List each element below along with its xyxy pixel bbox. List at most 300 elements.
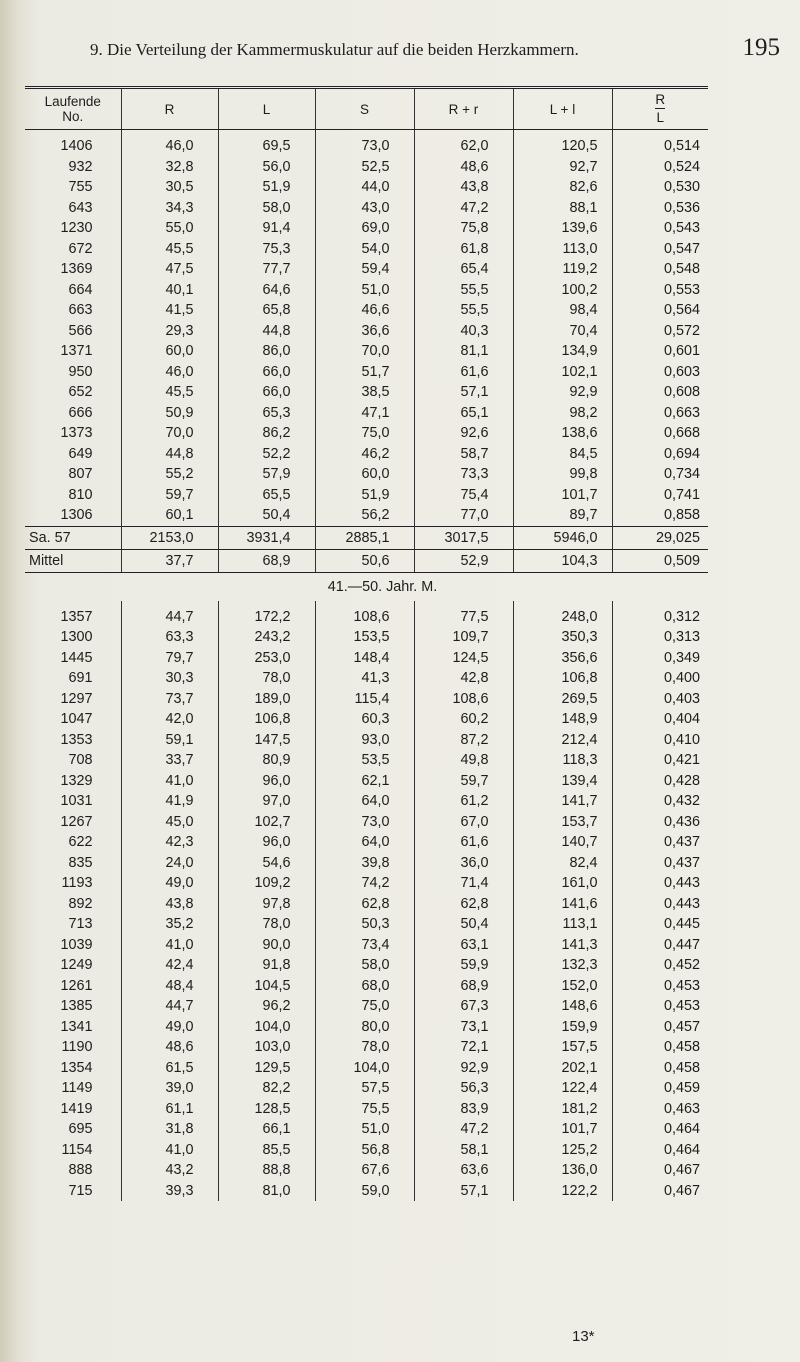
mean-Rr: 52,9 — [414, 549, 513, 572]
cell-S: 56,2 — [315, 505, 414, 526]
section-heading-row — [25, 572, 708, 601]
cell-S: 62,1 — [315, 771, 414, 792]
header-L: L — [218, 88, 315, 130]
cell-R: 39,0 — [121, 1078, 218, 1099]
cell-S: 78,0 — [315, 1037, 414, 1058]
table-row — [25, 894, 708, 915]
cell-ratio: 0,404 — [612, 709, 708, 730]
cell-no: 1031 — [60, 793, 93, 809]
cell-ratio: 0,428 — [612, 771, 708, 792]
table-row — [25, 444, 708, 465]
cell-Ll: 181,2 — [513, 1099, 612, 1120]
cell-ratio: 0,608 — [612, 382, 708, 403]
cell-no: 1329 — [60, 772, 93, 789]
cell-L: 54,6 — [218, 853, 315, 874]
cell-no: 835 — [68, 854, 93, 871]
cell-S: 64,0 — [315, 832, 414, 853]
cell-S: 53,5 — [315, 750, 414, 771]
mean-row — [25, 549, 708, 572]
table-row — [25, 1037, 708, 1058]
cell-S: 69,0 — [315, 218, 414, 239]
header-L-plus-l: L + l — [513, 88, 612, 130]
table-row — [25, 1099, 708, 1120]
table-row — [25, 1017, 708, 1038]
cell-R: 63,3 — [121, 627, 218, 648]
cell-S: 75,0 — [315, 996, 414, 1017]
table-row — [25, 1119, 708, 1140]
cell-R: 43,2 — [121, 1160, 218, 1181]
cell-L: 86,0 — [218, 341, 315, 362]
table-row — [25, 791, 708, 812]
cell-S: 73,0 — [315, 130, 414, 157]
cell-S: 70,0 — [315, 341, 414, 362]
cell-S: 44,0 — [315, 177, 414, 198]
cell-R: 55,2 — [121, 464, 218, 485]
cell-R: 59,7 — [121, 485, 218, 506]
cell-L: 91,4 — [218, 218, 315, 239]
cell-L: 128,5 — [218, 1099, 315, 1120]
cell-R: 41,9 — [121, 791, 218, 812]
ratio-fraction — [655, 93, 665, 124]
cell-L: 85,5 — [218, 1140, 315, 1161]
cell-ratio: 0,694 — [612, 444, 708, 465]
cell-L: 129,5 — [218, 1058, 315, 1079]
cell-ratio: 0,349 — [612, 648, 708, 669]
summary-body — [25, 526, 708, 601]
cell-Rr: 60,2 — [414, 709, 513, 730]
cell-S: 46,2 — [315, 444, 414, 465]
cell-S: 59,0 — [315, 1181, 414, 1202]
cell-Rr: 62,0 — [414, 130, 513, 157]
cell-Ll: 134,9 — [513, 341, 612, 362]
cell-S: 148,4 — [315, 648, 414, 669]
table-row — [25, 485, 708, 506]
cell-R: 29,3 — [121, 321, 218, 342]
cell-R: 45,5 — [121, 382, 218, 403]
cell-Ll: 119,2 — [513, 259, 612, 280]
cell-ratio: 0,400 — [612, 668, 708, 689]
cell-ratio: 0,443 — [612, 894, 708, 915]
cell-R: 41,0 — [121, 1140, 218, 1161]
table-row — [25, 996, 708, 1017]
cell-Ll: 120,5 — [513, 130, 612, 157]
cell-Rr: 83,9 — [414, 1099, 513, 1120]
cell-no: 713 — [68, 916, 93, 932]
header-R: R — [121, 88, 218, 130]
cell-no: 1406 — [60, 138, 93, 154]
cell-R: 42,0 — [121, 709, 218, 730]
cell-Rr: 57,1 — [414, 382, 513, 403]
cell-no: 663 — [68, 302, 93, 318]
cell-ratio: 0,603 — [612, 362, 708, 383]
table-row — [25, 259, 708, 280]
table-row — [25, 280, 708, 301]
cell-no: 691 — [68, 670, 93, 686]
cell-no: 622 — [68, 834, 93, 850]
cell-ratio: 0,313 — [612, 627, 708, 648]
cell-R: 42,4 — [121, 955, 218, 976]
cell-R: 61,5 — [121, 1058, 218, 1079]
cell-Rr: 73,1 — [414, 1017, 513, 1038]
cell-L: 88,8 — [218, 1160, 315, 1181]
cell-L: 65,3 — [218, 403, 315, 424]
cell-ratio: 0,457 — [612, 1017, 708, 1038]
cell-no: 649 — [68, 445, 93, 462]
running-title: 9. Die Verteilung der Kammermuskulatur auf die beiden Herzkammern. — [90, 40, 579, 59]
cell-Rr: 47,2 — [414, 1119, 513, 1140]
cell-Rr: 67,0 — [414, 812, 513, 833]
table-row — [25, 321, 708, 342]
table-row — [25, 832, 708, 853]
cell-no: 1373 — [60, 425, 93, 441]
table-row — [25, 341, 708, 362]
cell-Ll: 98,4 — [513, 300, 612, 321]
cell-ratio: 0,553 — [612, 280, 708, 301]
cell-L: 64,6 — [218, 280, 315, 301]
cell-Rr: 58,1 — [414, 1140, 513, 1161]
cell-ratio: 0,564 — [612, 300, 708, 321]
page-number: 195 — [742, 34, 780, 61]
cell-ratio: 0,447 — [612, 935, 708, 956]
table-row — [25, 157, 708, 178]
signature-mark: 13* — [572, 1328, 595, 1345]
cell-L: 82,2 — [218, 1078, 315, 1099]
cell-Rr: 40,3 — [414, 321, 513, 342]
cell-Ll: 106,8 — [513, 668, 612, 689]
cell-Rr: 61,6 — [414, 832, 513, 853]
sum-R: 2153,0 — [121, 526, 218, 549]
cell-Ll: 132,3 — [513, 955, 612, 976]
cell-R: 60,0 — [121, 341, 218, 362]
cell-Ll: 148,6 — [513, 996, 612, 1017]
cell-no: 892 — [68, 895, 93, 912]
cell-no: 1230 — [60, 220, 93, 236]
cell-L: 81,0 — [218, 1181, 315, 1202]
table-row — [25, 300, 708, 321]
cell-Rr: 62,8 — [414, 894, 513, 915]
mean-R: 37,7 — [121, 549, 218, 572]
cell-Rr: 108,6 — [414, 689, 513, 710]
table-row — [25, 382, 708, 403]
cell-Ll: 101,7 — [513, 1119, 612, 1140]
table-row — [25, 1078, 708, 1099]
cell-ratio: 0,445 — [612, 914, 708, 935]
group1-body — [25, 130, 708, 527]
table-row — [25, 730, 708, 751]
cell-R: 50,9 — [121, 403, 218, 424]
cell-Ll: 101,7 — [513, 485, 612, 506]
cell-S: 74,2 — [315, 873, 414, 894]
cell-S: 115,4 — [315, 689, 414, 710]
cell-L: 77,7 — [218, 259, 315, 280]
cell-Ll: 141,6 — [513, 894, 612, 915]
cell-S: 93,0 — [315, 730, 414, 751]
header-laufende-no — [25, 88, 121, 130]
table-row — [25, 955, 708, 976]
cell-no: 950 — [68, 363, 93, 380]
cell-Ll: 122,4 — [513, 1078, 612, 1099]
cell-no: 1341 — [60, 1018, 93, 1035]
cell-ratio: 0,741 — [612, 485, 708, 506]
cell-no: 664 — [68, 281, 93, 298]
cell-ratio: 0,312 — [612, 601, 708, 628]
table-row — [25, 853, 708, 874]
cell-S: 80,0 — [315, 1017, 414, 1038]
sum-Ll: 5946,0 — [513, 526, 612, 549]
group2-body — [25, 601, 708, 1202]
cell-Rr: 56,3 — [414, 1078, 513, 1099]
cell-Rr: 61,2 — [414, 791, 513, 812]
cell-R: 70,0 — [121, 423, 218, 444]
cell-S: 39,8 — [315, 853, 414, 874]
cell-L: 253,0 — [218, 648, 315, 669]
table-row — [25, 648, 708, 669]
cell-ratio: 0,453 — [612, 976, 708, 997]
cell-Rr: 75,4 — [414, 485, 513, 506]
cell-L: 66,0 — [218, 362, 315, 383]
cell-ratio: 0,458 — [612, 1058, 708, 1079]
cell-R: 35,2 — [121, 914, 218, 935]
cell-L: 78,0 — [218, 914, 315, 935]
cell-L: 65,5 — [218, 485, 315, 506]
cell-Rr: 77,5 — [414, 601, 513, 628]
cell-S: 64,0 — [315, 791, 414, 812]
cell-Ll: 269,5 — [513, 689, 612, 710]
cell-L: 66,1 — [218, 1119, 315, 1140]
header-R-plus-r: R + r — [414, 88, 513, 130]
cell-Rr: 55,5 — [414, 280, 513, 301]
cell-R: 61,1 — [121, 1099, 218, 1120]
table-row — [25, 873, 708, 894]
cell-ratio: 0,437 — [612, 832, 708, 853]
cell-no: 1371 — [60, 343, 93, 359]
cell-R: 31,8 — [121, 1119, 218, 1140]
cell-no: 1385 — [60, 998, 93, 1014]
cell-ratio: 0,514 — [612, 130, 708, 157]
cell-L: 51,9 — [218, 177, 315, 198]
table-row — [25, 362, 708, 383]
cell-R: 46,0 — [121, 362, 218, 383]
cell-no: 666 — [68, 404, 93, 421]
cell-Rr: 47,2 — [414, 198, 513, 219]
cell-R: 30,3 — [121, 668, 218, 689]
cell-L: 50,4 — [218, 505, 315, 526]
table-header-row — [25, 88, 708, 130]
table-row — [25, 1058, 708, 1079]
cell-S: 47,1 — [315, 403, 414, 424]
sum-S: 2885,1 — [315, 526, 414, 549]
cell-R: 49,0 — [121, 873, 218, 894]
cell-L: 97,0 — [218, 791, 315, 812]
cell-ratio: 0,453 — [612, 996, 708, 1017]
cell-Ll: 141,7 — [513, 791, 612, 812]
cell-S: 104,0 — [315, 1058, 414, 1079]
cell-R: 48,4 — [121, 976, 218, 997]
cell-Ll: 152,0 — [513, 976, 612, 997]
cell-ratio: 0,536 — [612, 198, 708, 219]
cell-ratio: 0,734 — [612, 464, 708, 485]
header-S: S — [315, 88, 414, 130]
cell-R: 44,8 — [121, 444, 218, 465]
cell-L: 96,0 — [218, 771, 315, 792]
cell-R: 44,7 — [121, 996, 218, 1017]
cell-S: 52,5 — [315, 157, 414, 178]
cell-Ll: 140,7 — [513, 832, 612, 853]
cell-Rr: 57,1 — [414, 1181, 513, 1202]
cell-R: 39,3 — [121, 1181, 218, 1202]
cell-no: 1039 — [60, 936, 93, 953]
cell-no: 672 — [68, 240, 93, 257]
cell-S: 51,0 — [315, 280, 414, 301]
measurement-table — [25, 86, 708, 1201]
cell-no: 1445 — [60, 649, 93, 666]
cell-no: 715 — [68, 1182, 93, 1199]
cell-Ll: 202,1 — [513, 1058, 612, 1079]
cell-no: 1357 — [60, 608, 93, 625]
cell-R: 24,0 — [121, 853, 218, 874]
cell-L: 243,2 — [218, 627, 315, 648]
cell-R: 47,5 — [121, 259, 218, 280]
cell-S: 75,0 — [315, 423, 414, 444]
cell-no: 810 — [68, 486, 93, 503]
cell-Ll: 157,5 — [513, 1037, 612, 1058]
cell-no: 1353 — [60, 731, 93, 748]
page-header — [90, 34, 780, 70]
cell-Rr: 92,9 — [414, 1058, 513, 1079]
cell-Ll: 212,4 — [513, 730, 612, 751]
cell-ratio: 0,467 — [612, 1181, 708, 1202]
cell-S: 153,5 — [315, 627, 414, 648]
cell-no: 1193 — [61, 875, 93, 891]
mean-S: 50,6 — [315, 549, 414, 572]
ratio-denominator: L — [656, 110, 664, 125]
table-row — [25, 464, 708, 485]
cell-Ll: 99,8 — [513, 464, 612, 485]
cell-L: 96,2 — [218, 996, 315, 1017]
cell-S: 108,6 — [315, 601, 414, 628]
mean-ratio: 0,509 — [612, 549, 708, 572]
table-row — [25, 198, 708, 219]
cell-S: 36,6 — [315, 321, 414, 342]
cell-S: 67,6 — [315, 1160, 414, 1181]
cell-L: 57,9 — [218, 464, 315, 485]
cell-Rr: 72,1 — [414, 1037, 513, 1058]
fraction-bar — [655, 108, 665, 109]
cell-R: 41,0 — [121, 935, 218, 956]
cell-R: 79,7 — [121, 648, 218, 669]
cell-Rr: 63,6 — [414, 1160, 513, 1181]
cell-ratio: 0,403 — [612, 689, 708, 710]
cell-ratio: 0,663 — [612, 403, 708, 424]
cell-R: 43,8 — [121, 894, 218, 915]
cell-ratio: 0,410 — [612, 730, 708, 751]
cell-ratio: 0,443 — [612, 873, 708, 894]
cell-L: 52,2 — [218, 444, 315, 465]
cell-Ll: 89,7 — [513, 505, 612, 526]
cell-Rr: 48,6 — [414, 157, 513, 178]
cell-S: 73,4 — [315, 935, 414, 956]
cell-ratio: 0,543 — [612, 218, 708, 239]
cell-Ll: 136,0 — [513, 1160, 612, 1181]
table-row — [25, 914, 708, 935]
cell-Rr: 87,2 — [414, 730, 513, 751]
cell-R: 41,0 — [121, 771, 218, 792]
cell-no: 1154 — [61, 1141, 93, 1158]
cell-R: 48,6 — [121, 1037, 218, 1058]
cell-L: 147,5 — [218, 730, 315, 751]
cell-L: 80,9 — [218, 750, 315, 771]
cell-no: 1354 — [60, 1059, 93, 1076]
table-row — [25, 505, 708, 526]
cell-R: 40,1 — [121, 280, 218, 301]
cell-Rr: 50,4 — [414, 914, 513, 935]
cell-R: 30,5 — [121, 177, 218, 198]
cell-S: 60,3 — [315, 709, 414, 730]
cell-Ll: 92,7 — [513, 157, 612, 178]
cell-L: 78,0 — [218, 668, 315, 689]
cell-Ll: 148,9 — [513, 709, 612, 730]
cell-S: 54,0 — [315, 239, 414, 260]
cell-Ll: 82,4 — [513, 853, 612, 874]
cell-Ll: 70,4 — [513, 321, 612, 342]
section-title: 41.—50. Jahr. M. — [327, 578, 438, 595]
cell-L: 106,8 — [218, 709, 315, 730]
cell-R: 73,7 — [121, 689, 218, 710]
cell-Ll: 98,2 — [513, 403, 612, 424]
table-row — [25, 403, 708, 424]
table-row — [25, 1160, 708, 1181]
cell-Ll: 102,1 — [513, 362, 612, 383]
cell-Ll: 141,3 — [513, 935, 612, 956]
cell-Rr: 36,0 — [414, 853, 513, 874]
cell-S: 58,0 — [315, 955, 414, 976]
cell-Rr: 55,5 — [414, 300, 513, 321]
cell-S: 68,0 — [315, 976, 414, 997]
cell-L: 56,0 — [218, 157, 315, 178]
cell-no: 1267 — [60, 813, 93, 830]
cell-R: 45,5 — [121, 239, 218, 260]
cell-Rr: 65,1 — [414, 403, 513, 424]
cell-Rr: 61,8 — [414, 239, 513, 260]
cell-no: 1300 — [60, 629, 93, 645]
cell-S: 56,8 — [315, 1140, 414, 1161]
cell-Rr: 75,8 — [414, 218, 513, 239]
header-no-line2: No. — [62, 109, 84, 124]
cell-ratio: 0,601 — [612, 341, 708, 362]
cell-ratio: 0,467 — [612, 1160, 708, 1181]
cell-ratio: 0,463 — [612, 1099, 708, 1120]
cell-R: 41,5 — [121, 300, 218, 321]
cell-L: 86,2 — [218, 423, 315, 444]
cell-Ll: 138,6 — [513, 423, 612, 444]
cell-R: 33,7 — [121, 750, 218, 771]
table-row — [25, 1140, 708, 1161]
cell-L: 109,2 — [218, 873, 315, 894]
cell-L: 65,8 — [218, 300, 315, 321]
cell-S: 51,9 — [315, 485, 414, 506]
cell-L: 189,0 — [218, 689, 315, 710]
cell-S: 38,5 — [315, 382, 414, 403]
cell-R: 42,3 — [121, 832, 218, 853]
cell-Rr: 65,4 — [414, 259, 513, 280]
cell-ratio: 0,668 — [612, 423, 708, 444]
cell-Rr: 124,5 — [414, 648, 513, 669]
cell-no: 1369 — [60, 261, 93, 277]
cell-R: 60,1 — [121, 505, 218, 526]
cell-L: 96,0 — [218, 832, 315, 853]
mean-Ll: 104,3 — [513, 549, 612, 572]
cell-S: 51,7 — [315, 362, 414, 383]
